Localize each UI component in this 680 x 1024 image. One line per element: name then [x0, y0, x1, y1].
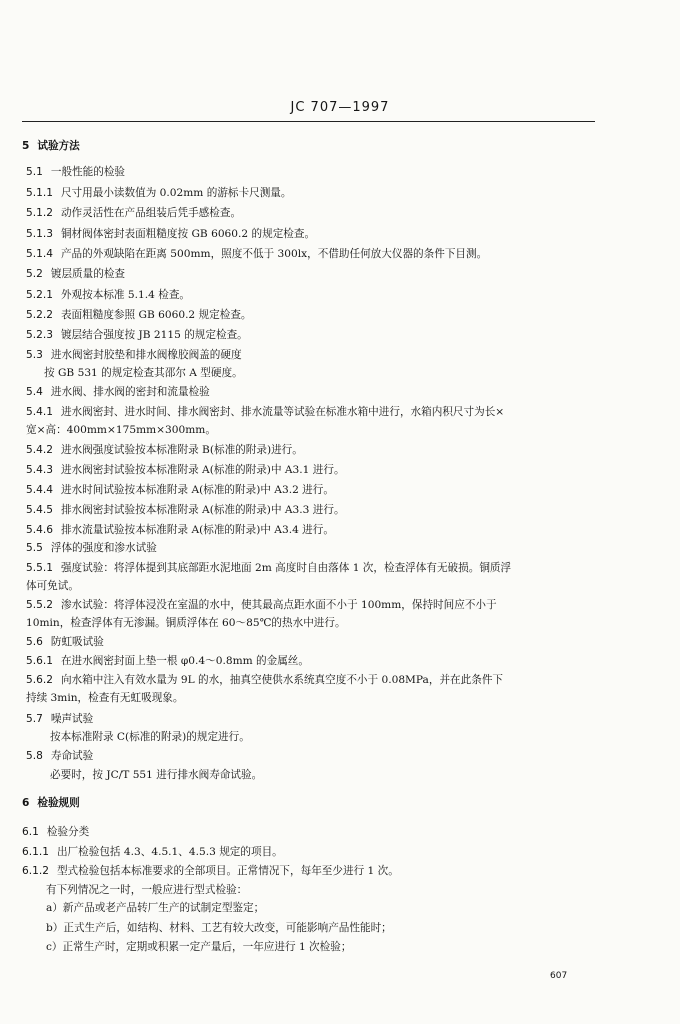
section-number: 5.1 — [26, 166, 43, 178]
text-line — [26, 523, 334, 537]
text-line — [26, 749, 93, 763]
section-number: 5.4 — [26, 386, 43, 398]
text-line — [26, 579, 79, 593]
line-text: 进水时间试验按本标准附录 A(标准的附录)中 A3.2 进行。 — [60, 484, 334, 496]
line-text: 铜材阀体密封表面粗糙度按 GB 6060.2 的规定检查。 — [60, 228, 316, 240]
line-text: 按 GB 531 的规定检查其邵尔 A 型硬度。 — [44, 367, 243, 379]
text-line — [22, 825, 89, 839]
text-line — [26, 541, 157, 555]
section-number: 5.1.4 — [26, 248, 53, 260]
line-text: 向水箱中注入有效水量为 9L 的水，抽真空使供水系统真空度不小于 0.08MPa，并在此条件下 — [60, 674, 504, 686]
text-line — [26, 483, 334, 497]
text-line — [46, 883, 247, 897]
text-line — [44, 366, 243, 380]
section-number: 6.1.1 — [22, 846, 49, 858]
section-number: 6.1.2 — [22, 865, 49, 877]
text-line — [26, 423, 216, 437]
section-number: 5.5 — [26, 542, 43, 554]
text-line — [22, 845, 283, 859]
text-line — [26, 247, 487, 261]
text-line — [26, 443, 303, 457]
line-text: a）新产品或老产品转厂生产的试制定型鉴定； — [46, 902, 265, 914]
line-text: 检验分类 — [46, 826, 90, 838]
line-text: 动作灵活性在产品组装后凭手感检查。 — [60, 207, 242, 219]
text-line — [22, 139, 80, 153]
text-line — [26, 348, 242, 362]
line-text: 产品的外观缺陷在距离 500mm，照度不低于 300lx，不借助任何放大仪器的条件下目测。 — [60, 248, 488, 260]
section-number: 5.5.2 — [26, 599, 53, 611]
line-text: 浮体的强度和渗水试验 — [50, 542, 157, 554]
line-text: 进水阀密封胶垫和排水阀橡胶阀盖的硬度 — [50, 349, 242, 361]
section-number: 5.5.1 — [26, 562, 53, 574]
text-line — [26, 691, 184, 705]
line-text: 有下列情况之一时，一般应进行型式检验： — [46, 884, 248, 896]
section-number: 5.3 — [26, 349, 43, 361]
section-number: 5.8 — [26, 750, 43, 762]
text-line — [46, 940, 351, 954]
text-line — [46, 921, 392, 935]
section-number: 6.1 — [22, 826, 39, 838]
text-line — [26, 654, 309, 668]
text-line — [26, 267, 125, 281]
line-text: 10min，检查浮体有无渗漏。铜质浮体在 60～85℃的热水中进行。 — [26, 617, 346, 629]
section-number: 5 — [22, 140, 30, 152]
line-text: 一般性能的检验 — [50, 166, 126, 178]
text-line — [26, 328, 248, 342]
section-number: 5.1.2 — [26, 207, 53, 219]
line-text: c）正常生产时，定期或积累一定产量后，一年应进行 1 次检验； — [46, 941, 352, 953]
line-text: 强度试验：将浮体提到其底部距水泥地面 2m 高度时自由落体 1 次，检查浮体有无破损。铜质浮 — [60, 562, 512, 574]
text-line — [26, 288, 190, 302]
section-number: 5.2.3 — [26, 329, 53, 341]
text-line — [26, 385, 210, 399]
page-number: 607 — [550, 971, 568, 981]
line-text: 宽×高：400mm×175mm×300mm。 — [26, 424, 216, 436]
text-line — [26, 405, 504, 419]
text-line — [26, 635, 104, 649]
section-number: 5.4.1 — [26, 406, 53, 418]
text-line — [26, 186, 291, 200]
line-text: 进水阀密封、进水时间、排水阀密封、排水流量等试验在标准水箱中进行，水箱内积尺寸为长× — [60, 406, 505, 418]
text-line — [26, 616, 346, 630]
line-text: 进水阀强度试验按本标准附录 B(标准的附录)进行。 — [60, 444, 303, 456]
line-text: 试验方法 — [37, 140, 80, 152]
section-number: 5.4.4 — [26, 484, 53, 496]
text-line — [50, 730, 250, 744]
section-number: 5.4.5 — [26, 504, 53, 516]
line-text: 尺寸用最小读数值为 0.02mm 的游标卡尺测量。 — [60, 187, 292, 199]
section-number: 5.6.2 — [26, 674, 53, 686]
line-text: 寿命试验 — [50, 750, 94, 762]
line-text: 排水流量试验按本标准附录 A(标准的附录)中 A3.4 进行。 — [60, 524, 334, 536]
text-line — [26, 206, 241, 220]
section-number: 5.1.1 — [26, 187, 53, 199]
text-line — [26, 165, 125, 179]
running-header: JC 707—1997 — [290, 100, 390, 115]
line-text: 外观按本标准 5.1.4 检查。 — [60, 289, 191, 301]
text-line — [26, 712, 93, 726]
section-number: 5.4.6 — [26, 524, 53, 536]
line-text: 渗水试验：将浮体浸没在室温的水中，使其最高点距水面不小于 100mm，保持时间应不小于 — [60, 599, 497, 611]
section-number: 5.4.3 — [26, 464, 53, 476]
line-text: 体可免试。 — [26, 580, 79, 592]
text-line — [26, 598, 497, 612]
section-number: 5.6 — [26, 636, 43, 648]
text-line — [26, 227, 315, 241]
line-text: 进水阀、排水阀的密封和流量检验 — [50, 386, 210, 398]
text-line — [26, 463, 345, 477]
section-number: 5.2 — [26, 268, 43, 280]
line-text: 检验规则 — [37, 797, 80, 809]
header-rule — [22, 121, 595, 122]
line-text: 持续 3min，检查有无虹吸现象。 — [26, 692, 184, 704]
line-text: 防虹吸试验 — [50, 636, 104, 648]
line-text: 进水阀密封试验按本标准附录 A(标准的附录)中 A3.1 进行。 — [60, 464, 345, 476]
text-line — [26, 308, 252, 322]
line-text: 型式检验包括本标准要求的全部项目。正常情况下，每年至少进行 1 次。 — [56, 865, 399, 877]
section-number: 5.4.2 — [26, 444, 53, 456]
line-text: 在进水阀密封面上垫一根 φ0.4～0.8mm 的金属丝。 — [60, 655, 309, 667]
section-number: 5.1.3 — [26, 228, 53, 240]
text-line — [26, 673, 503, 687]
line-text: 必要时，按 JC/T 551 进行排水阀寿命试验。 — [50, 769, 263, 781]
section-number: 5.2.1 — [26, 289, 53, 301]
line-text: 排水阀密封试验按本标准附录 A(标准的附录)中 A3.3 进行。 — [60, 504, 345, 516]
section-number: 5.6.1 — [26, 655, 53, 667]
section-number: 5.2.2 — [26, 309, 53, 321]
line-text: 镀层质量的检查 — [50, 268, 126, 280]
text-line — [26, 503, 345, 517]
text-line — [46, 901, 264, 915]
line-text: 噪声试验 — [50, 713, 94, 725]
text-line — [22, 864, 399, 878]
line-text: 镀层结合强度按 JB 2115 的规定检查。 — [60, 329, 248, 341]
text-line — [26, 561, 511, 575]
line-text: 表面粗糙度参照 GB 6060.2 规定检查。 — [60, 309, 252, 321]
text-line — [22, 796, 80, 810]
line-text: b）正式生产后，如结构、材料、工艺有较大改变，可能影响产品性能时； — [46, 922, 392, 934]
line-text: 出厂检验包括 4.3、4.5.1、4.5.3 规定的项目。 — [56, 846, 283, 858]
section-number: 6 — [22, 797, 30, 809]
text-line — [50, 768, 262, 782]
line-text: 按本标准附录 C(标准的附录)的规定进行。 — [50, 731, 250, 743]
section-number: 5.7 — [26, 713, 43, 725]
